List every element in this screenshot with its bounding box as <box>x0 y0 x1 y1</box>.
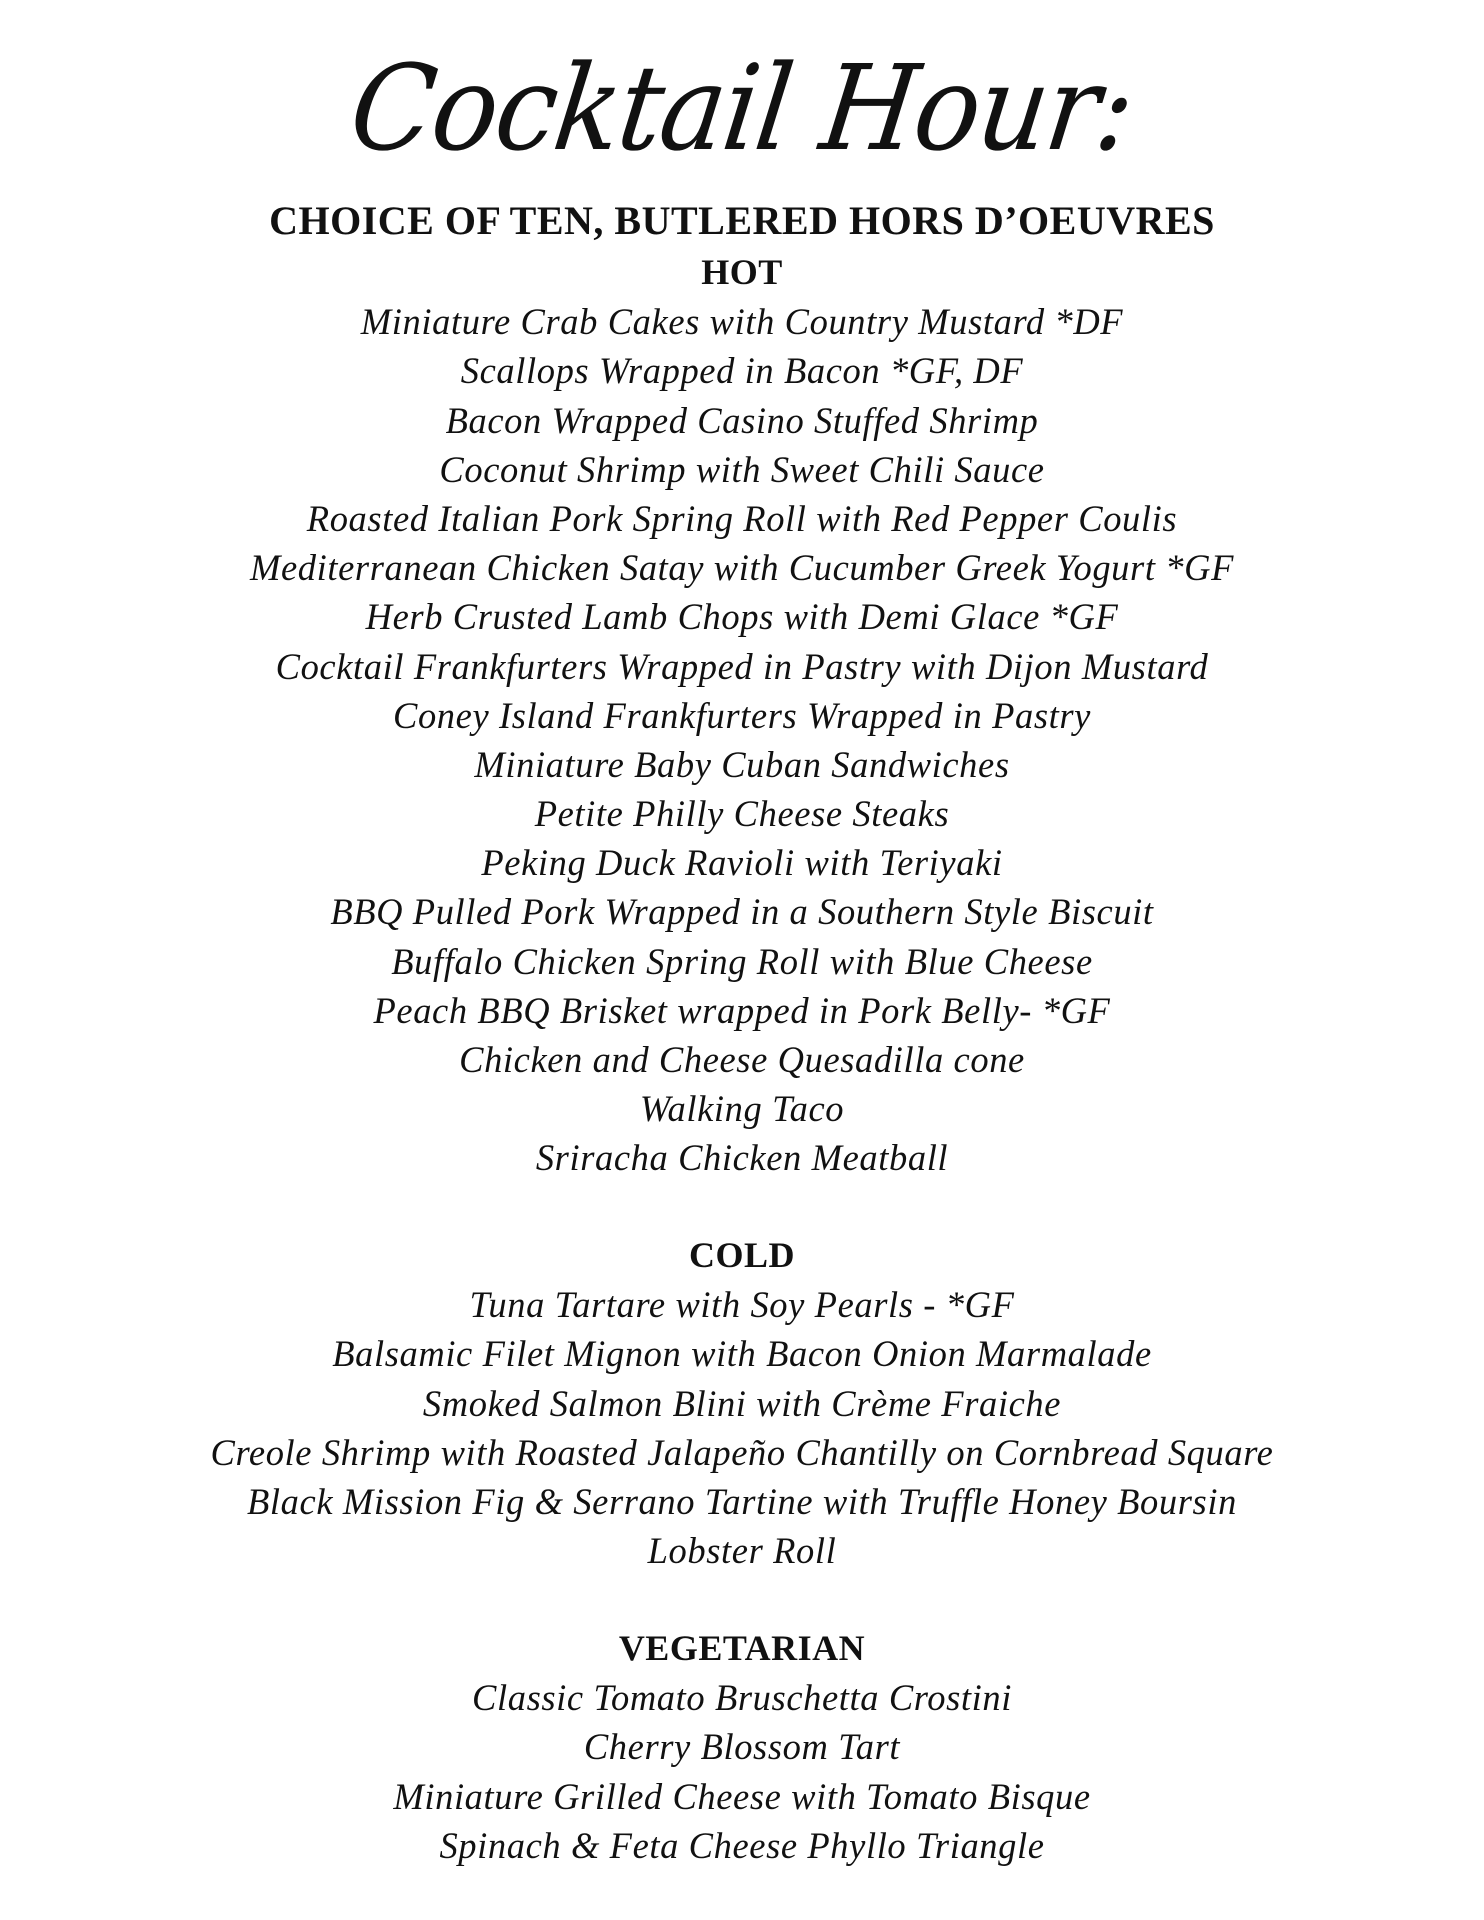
menu-item: Cherry Blossom Tart <box>583 1726 901 1768</box>
section-heading-cold: COLD <box>688 1235 795 1275</box>
menu-item: Classic Tomato Bruschetta Crostini <box>472 1677 1012 1719</box>
menu-item: Miniature Baby Cuban Sandwiches <box>474 743 1010 785</box>
section-heading-hot: HOT <box>701 252 783 292</box>
menu-item: Black Mission Fig & Serrano Tartine with Truffle Honey Boursin <box>247 1480 1237 1522</box>
menu-item: Buffalo Chicken Spring Roll with Blue Cheese <box>391 940 1093 982</box>
menu-item: Smoked Salmon Blini with Crème Fraiche <box>422 1382 1062 1424</box>
menu-item: Miniature Grilled Cheese with Tomato Bisque <box>393 1775 1091 1817</box>
menu-item: BBQ Pulled Pork Wrapped in a Southern Style Biscuit <box>330 891 1154 933</box>
menu-item: Sriracha Chicken Meatball <box>535 1137 949 1179</box>
menu-item: Coney Island Frankfurters Wrapped in Pastry <box>393 694 1091 736</box>
menu-item: Cocktail Frankfurters Wrapped in Pastry with Dijon Mustard <box>275 645 1209 687</box>
menu-item: Lobster Roll <box>647 1530 837 1572</box>
menu-item: Herb Crusted Lamb Chops with Demi Glace *GF <box>365 596 1119 638</box>
menu-title: Cocktail Hour: <box>343 39 1141 177</box>
section-cold <box>0 1231 1484 1575</box>
menu-item: Peking Duck Ravioli with Teriyaki <box>481 842 1003 884</box>
menu-item: Chicken and Cheese Quesadilla cone <box>459 1039 1025 1080</box>
section-vegetarian <box>0 1624 1484 1870</box>
menu-item: Spinach & Feta Cheese Phyllo Triangle <box>439 1824 1045 1866</box>
menu-item: Coconut Shrimp with Sweet Chili Sauce <box>439 448 1045 490</box>
menu-item: Miniature Crab Cakes with Country Mustard *DF <box>360 301 1124 343</box>
menu-item: Tuna Tartare with Soy Pearls - *GF <box>469 1284 1015 1326</box>
menu-item: Walking Taco <box>639 1088 845 1130</box>
menu-item: Petite Philly Cheese Steaks <box>534 793 950 835</box>
menu-subtitle: CHOICE OF TEN, BUTLERED HORS D’OEUVRES <box>269 198 1215 243</box>
menu-item: Peach BBQ Brisket wrapped in Pork Belly- *GF <box>373 989 1111 1031</box>
menu-item: Balsamic Filet Mignon with Bacon Onion Marmalade <box>332 1333 1152 1375</box>
section-heading-vegetarian: VEGETARIAN <box>618 1628 866 1668</box>
menu-item: Scallops Wrapped in Bacon *GF, DF <box>460 350 1024 392</box>
menu-item: Bacon Wrapped Casino Stuffed Shrimp <box>445 399 1039 441</box>
menu-item: Creole Shrimp with Roasted Jalapeño Chantilly on Cornbread Square <box>210 1431 1274 1473</box>
menu-item: Mediterranean Chicken Satay with Cucumber Greek Yogurt *GF <box>250 547 1234 589</box>
menu-item: Roasted Italian Pork Spring Roll with Red Pepper Coulis <box>306 497 1178 539</box>
section-hot <box>0 248 1484 1183</box>
